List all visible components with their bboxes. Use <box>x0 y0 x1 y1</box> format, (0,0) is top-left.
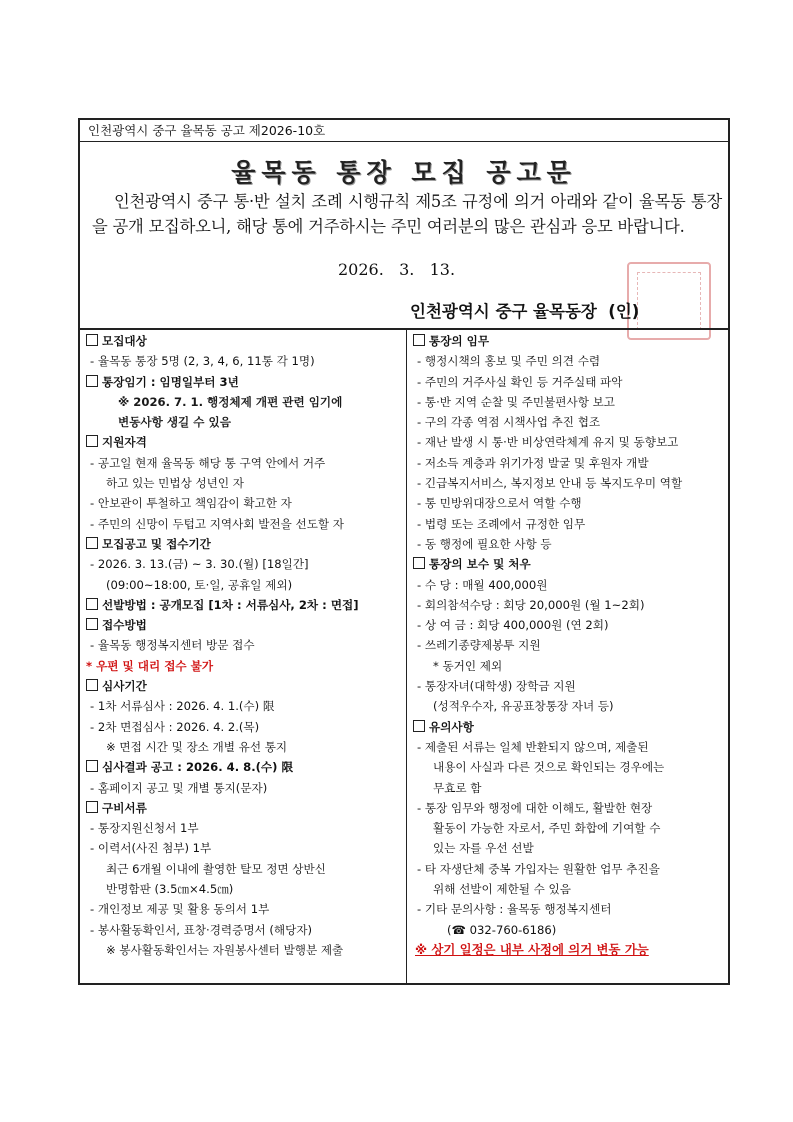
list-item: - 회의참석수당 : 회당 20,000원 (월 1~2회) <box>417 597 645 612</box>
section-heading <box>413 717 727 737</box>
list-item: - 통·반 지역 순찰 및 주민불편사항 보고 <box>417 394 615 409</box>
list-item: - 제출된 서류는 일체 반환되지 않으며, 제출된 <box>417 739 649 754</box>
section-heading-label: 구비서류 <box>102 800 147 815</box>
list-item: 하고 있는 민법상 성년인 자 <box>106 476 244 491</box>
list-item: - 저소득 계층과 위기가정 발굴 및 후원자 개발 <box>417 455 649 470</box>
list-item: - 1차 서류심사 : 2026. 4. 1.(수) 限 <box>90 699 275 714</box>
section-heading-label: 통장의 임무 <box>429 334 490 348</box>
section-heading <box>86 534 402 554</box>
list-item: (09:00~18:00, 토·일, 공휴일 제외) <box>106 577 293 592</box>
list-item: - 행정시책의 홍보 및 주민 의견 수렴 <box>417 354 601 369</box>
list-item: ※ 봉사활동확인서는 자원봉사센터 발행분 제출 <box>106 942 344 957</box>
section-heading <box>86 372 402 392</box>
checkbox-square-icon <box>86 537 98 549</box>
checkbox-square-icon <box>86 679 98 691</box>
checkbox-square-icon <box>413 557 425 569</box>
section-heading <box>86 331 402 351</box>
list-item: - 통장 임무와 행정에 대한 이해도, 활발한 현장 <box>417 800 653 815</box>
section-heading-label: 통장의 보수 및 처우 <box>429 557 531 572</box>
right-column <box>413 331 727 960</box>
list-item: - 안보관이 투철하고 책임감이 확고한 자 <box>90 496 292 511</box>
list-item: - 2차 면접심사 : 2026. 4. 2.(목) <box>90 719 260 734</box>
list-item: - 율목동 통장 5명 (2, 3, 4, 6, 11통 각 1명) <box>90 354 315 369</box>
list-item: 무효로 함 <box>433 780 482 795</box>
list-item: - 기타 문의사항 : 율목동 행정복지센터 <box>417 902 612 917</box>
checkbox-square-icon <box>86 435 98 447</box>
section-heading <box>86 798 402 818</box>
checkbox-square-icon <box>413 720 425 732</box>
list-item: * 동거인 제외 <box>433 658 503 673</box>
notice-date: 2026. 3. 13. <box>338 260 456 279</box>
warning-line: ※ 상기 일정은 내부 사정에 의거 변동 가능 <box>415 941 649 957</box>
list-item: - 주민의 거주사실 확인 등 거주실태 파악 <box>417 374 623 389</box>
notice-number: 인천광역시 중구 율목동 공고 제2026-10호 <box>80 120 728 142</box>
section-heading-label: 선발방법 : 공개모집 [1차 : 서류심사, 2차 : 면접] <box>102 597 359 612</box>
list-item: - 재난 발생 시 통·반 비상연락체계 유지 및 동향보고 <box>417 435 679 450</box>
list-item: - 통장지원신청서 1부 <box>90 821 199 836</box>
list-item: - 이력서(사진 첨부) 1부 <box>90 841 212 856</box>
list-item: ※ 면접 시간 및 장소 개별 유선 통지 <box>106 739 288 754</box>
checkbox-square-icon <box>86 760 98 772</box>
list-item: - 수 당 : 매월 400,000원 <box>417 577 548 592</box>
section-heading <box>86 676 402 696</box>
intro-paragraph: 인천광역시 중구 통·반 설치 조례 시행규칙 제5조 규정에 의거 아래와 같이 율목동 통장을 공개 모집하오니, 해당 통에 거주하시는 주민 여러분의 많은 관심과 응모 바랍니다. <box>92 192 722 236</box>
list-item: - 법령 또는 조례에서 규정한 임무 <box>417 516 586 531</box>
list-item: - 홈페이지 공고 및 개별 통지(문자) <box>90 780 268 795</box>
signer: 인천광역시 중구 율목동장 (인) <box>410 302 640 321</box>
checkbox-square-icon <box>86 598 98 610</box>
warning-line: * 우편 및 대리 접수 불가 <box>86 658 214 673</box>
list-item: - 개인정보 제공 및 활용 동의서 1부 <box>90 902 270 917</box>
checkbox-square-icon <box>86 375 98 387</box>
list-item: - 2026. 3. 13.(금) ~ 3. 30.(월) [18일간] <box>90 557 309 572</box>
list-item: - 상 여 금 : 회당 400,000원 (연 2회) <box>417 618 609 633</box>
list-item: 활동이 가능한 자로서, 주민 화합에 기여할 수 <box>433 821 661 836</box>
list-item: - 쓰레기종량제봉투 지원 <box>417 638 541 653</box>
section-heading-label: 모집공고 및 접수기간 <box>102 536 211 551</box>
list-item: (성적우수자, 유공표창통장 자녀 등) <box>433 699 614 714</box>
list-item: - 주민의 신망이 두텁고 지역사회 발전을 선도할 자 <box>90 516 344 531</box>
list-item: - 긴급복지서비스, 복지정보 안내 등 복지도우미 역할 <box>417 476 683 491</box>
section-heading <box>86 595 402 615</box>
section-heading <box>413 331 727 351</box>
section-heading-label: 심사기간 <box>102 679 147 694</box>
list-item: - 통장자녀(대학생) 장학금 지원 <box>417 679 576 694</box>
checkbox-square-icon <box>86 801 98 813</box>
section-heading-label: 접수방법 <box>102 618 147 633</box>
notice-document <box>78 118 730 985</box>
section-heading-label: 지원자격 <box>102 435 147 450</box>
list-item: (☎ 032-760-6186) <box>447 922 557 937</box>
list-item: - 율목동 행정복지센터 방문 접수 <box>90 638 255 653</box>
section-heading-label: 모집대상 <box>102 334 147 348</box>
section-heading-label: 심사결과 공고 : 2026. 4. 8.(수) 限 <box>102 760 294 775</box>
list-item: - 공고일 현재 율목동 해당 통 구역 안에서 거주 <box>90 455 326 470</box>
list-item: 위해 선발이 제한될 수 있음 <box>433 882 571 897</box>
section-heading <box>86 615 402 635</box>
list-item: ※ 2026. 7. 1. 행정체제 개편 관련 임기에 <box>118 394 343 409</box>
list-item: - 동 행정에 필요한 사항 등 <box>417 536 552 551</box>
list-item: - 타 자생단체 중복 가입자는 원활한 업무 추진을 <box>417 861 660 876</box>
section-heading <box>86 432 402 452</box>
checkbox-square-icon <box>86 618 98 630</box>
list-item: 있는 자를 우선 선발 <box>433 841 534 856</box>
list-item: 변동사항 생길 수 있음 <box>118 415 231 430</box>
section-heading-label: 통장임기 : 임명일부터 3년 <box>102 374 239 389</box>
list-item: - 봉사활동확인서, 표창·경력증명서 (해당자) <box>90 922 313 937</box>
divider <box>80 328 728 330</box>
list-item: - 통 민방위대장으로서 역할 수행 <box>417 496 582 511</box>
list-item: 반명함판 (3.5㎝×4.5㎝) <box>106 882 234 897</box>
list-item: 내용이 사실과 다른 것으로 확인되는 경우에는 <box>433 760 665 775</box>
left-column <box>86 331 402 960</box>
page-title: 율목동 통장 모집 공고문 <box>231 158 577 187</box>
section-heading-label: 유의사항 <box>429 719 474 734</box>
list-item: 최근 6개월 이내에 촬영한 탈모 정면 상반신 <box>106 861 326 876</box>
list-item: - 구의 각종 역점 시책사업 추진 협조 <box>417 415 601 430</box>
checkbox-square-icon <box>86 334 98 346</box>
column-divider <box>406 328 407 983</box>
section-heading <box>413 554 727 574</box>
section-heading <box>86 757 402 777</box>
checkbox-square-icon <box>413 334 425 346</box>
